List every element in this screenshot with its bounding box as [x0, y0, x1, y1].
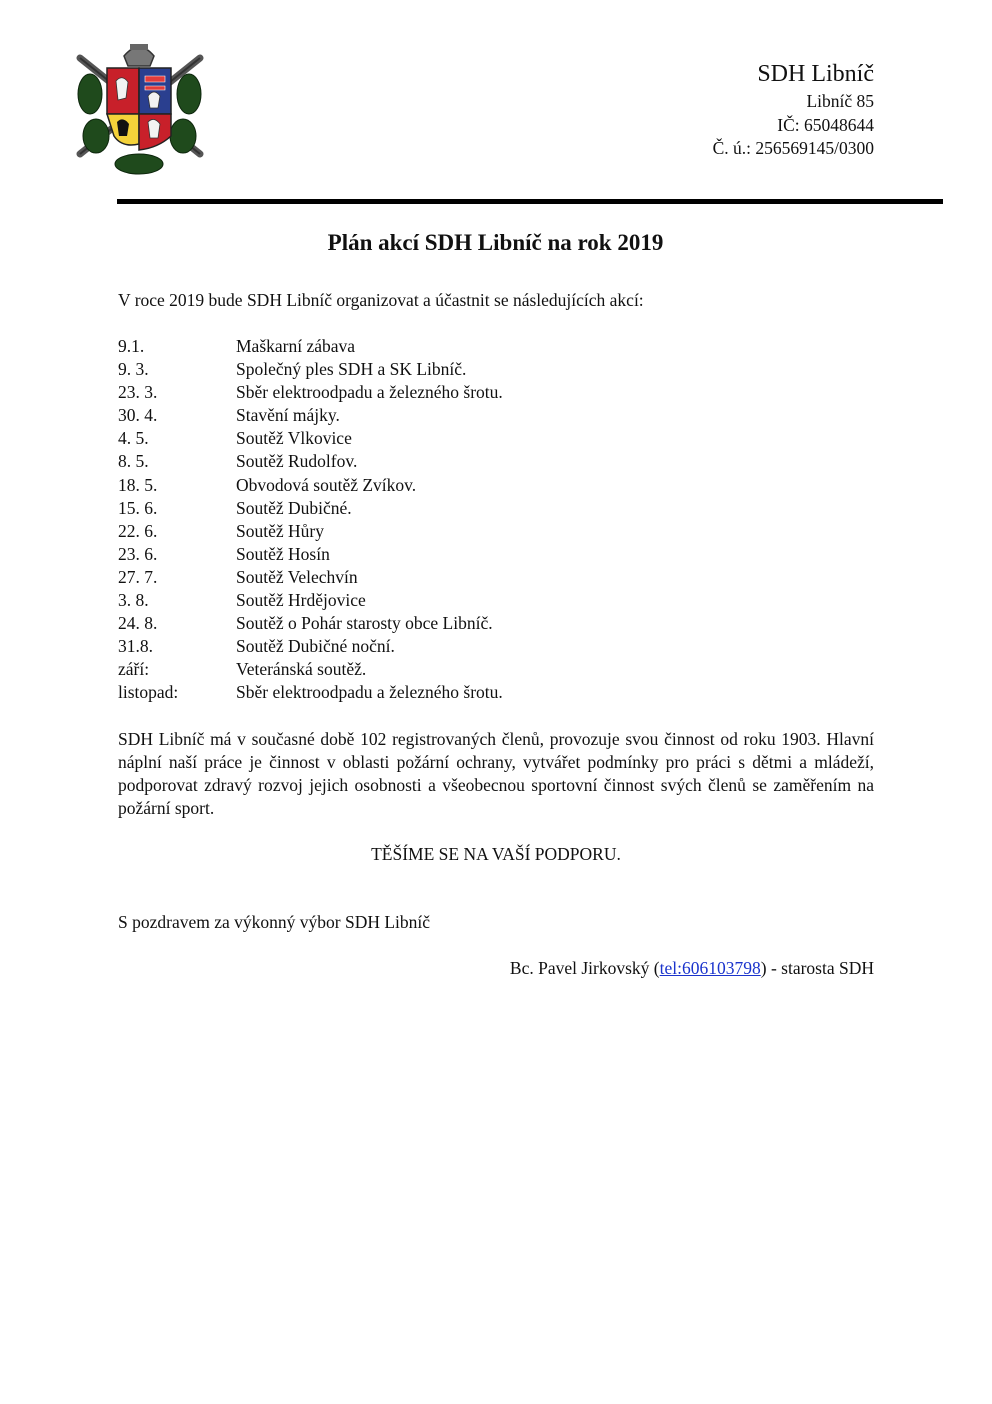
event-date: 18. 5.	[118, 474, 158, 495]
event-row	[118, 381, 503, 404]
signature-prefix: Bc. Pavel Jirkovský (	[509, 958, 660, 978]
event-name: Společný ples SDH a SK Libníč.	[236, 359, 467, 380]
document-title: Plán akcí SDH Libníč na rok 2019	[327, 230, 664, 255]
event-name: Soutěž Rudolfov.	[236, 451, 358, 472]
event-date: 23. 6.	[118, 543, 158, 564]
events-list	[118, 335, 503, 705]
event-row	[118, 474, 503, 497]
event-row	[118, 335, 503, 358]
description-paragraph: SDH Libníč má v současné době 102 registrovaných členů, provozuje svou činnost od roku 1903. Hlavní náplní naší práce je činnost v oblasti požární ochrany, vytvářet podmínky pro práci s dětmi a mládeží, podporovat zdravý rozvoj jejich osobnosti a všeobecnou sportovní činnost svých členů se zaměřením na požární sport.	[118, 729, 874, 818]
event-name: Obvodová soutěž Zvíkov.	[236, 474, 417, 495]
event-date: 3. 8.	[118, 590, 149, 611]
event-name: Soutěž Dubičné noční.	[236, 636, 395, 657]
organization-name: SDH Libníč	[757, 61, 874, 87]
event-date: 8. 5.	[118, 451, 149, 472]
event-row	[118, 589, 503, 612]
organization-address: Libníč 85	[806, 91, 874, 111]
event-date: 24. 8.	[118, 613, 158, 634]
event-date: 4. 5.	[118, 428, 149, 449]
event-name: Soutěž Velechvín	[236, 566, 358, 587]
event-name: Soutěž o Pohár starosty obce Libníč.	[236, 613, 493, 634]
event-date: 23. 3.	[118, 382, 158, 403]
event-row	[118, 566, 503, 589]
event-row	[118, 658, 503, 681]
event-date: listopad:	[118, 682, 179, 703]
fire-brigade-emblem-icon	[62, 36, 217, 176]
event-row	[118, 612, 503, 635]
event-row	[118, 427, 503, 450]
event-name: Veteránská soutěž.	[236, 659, 367, 680]
event-date: 22. 6.	[118, 520, 158, 541]
event-name: Maškarní zábava	[236, 336, 356, 356]
phone-link[interactable]: tel:606103798	[659, 958, 761, 978]
event-row	[118, 681, 503, 704]
event-name: Soutěž Hrdějovice	[236, 590, 366, 611]
event-name: Sběr elektroodpadu a železného šrotu.	[236, 382, 503, 403]
event-row	[118, 358, 503, 381]
event-row	[118, 450, 503, 473]
event-date: září:	[118, 659, 150, 680]
event-date: 9.1.	[118, 336, 145, 356]
organization-header	[713, 58, 874, 161]
event-row	[118, 497, 503, 520]
intro-text: V roce 2019 bude SDH Libníč organizovat a účastnit se následujících akcí:	[118, 290, 644, 310]
event-date: 31.8.	[118, 636, 153, 657]
event-name: Stavění májky.	[236, 405, 340, 426]
event-date: 9. 3.	[118, 359, 149, 380]
header-divider	[117, 199, 943, 204]
event-name: Soutěž Dubičné.	[236, 497, 352, 518]
event-row	[118, 635, 503, 658]
event-name: Soutěž Hůry	[236, 520, 324, 541]
signature-suffix: ) - starosta SDH	[760, 958, 874, 978]
event-name: Soutěž Vlkovice	[236, 428, 352, 449]
event-row	[118, 543, 503, 566]
greeting: S pozdravem za výkonný výbor SDH Libníč	[118, 912, 431, 932]
signature	[510, 957, 874, 980]
event-name: Soutěž Hosín	[236, 543, 330, 564]
event-row	[118, 404, 503, 427]
event-date: 27. 7.	[118, 566, 158, 587]
organization-ic: IČ: 65048644	[777, 114, 874, 135]
event-date: 30. 4.	[118, 405, 158, 426]
organization-bank-account: Č. ú.: 256569145/0300	[712, 138, 874, 158]
slogan: TĚŠÍME SE NA VAŠÍ PODPORU.	[371, 844, 621, 864]
event-row	[118, 520, 503, 543]
event-name: Sběr elektroodpadu a železného šrotu.	[236, 682, 503, 703]
event-date: 15. 6.	[118, 497, 158, 518]
